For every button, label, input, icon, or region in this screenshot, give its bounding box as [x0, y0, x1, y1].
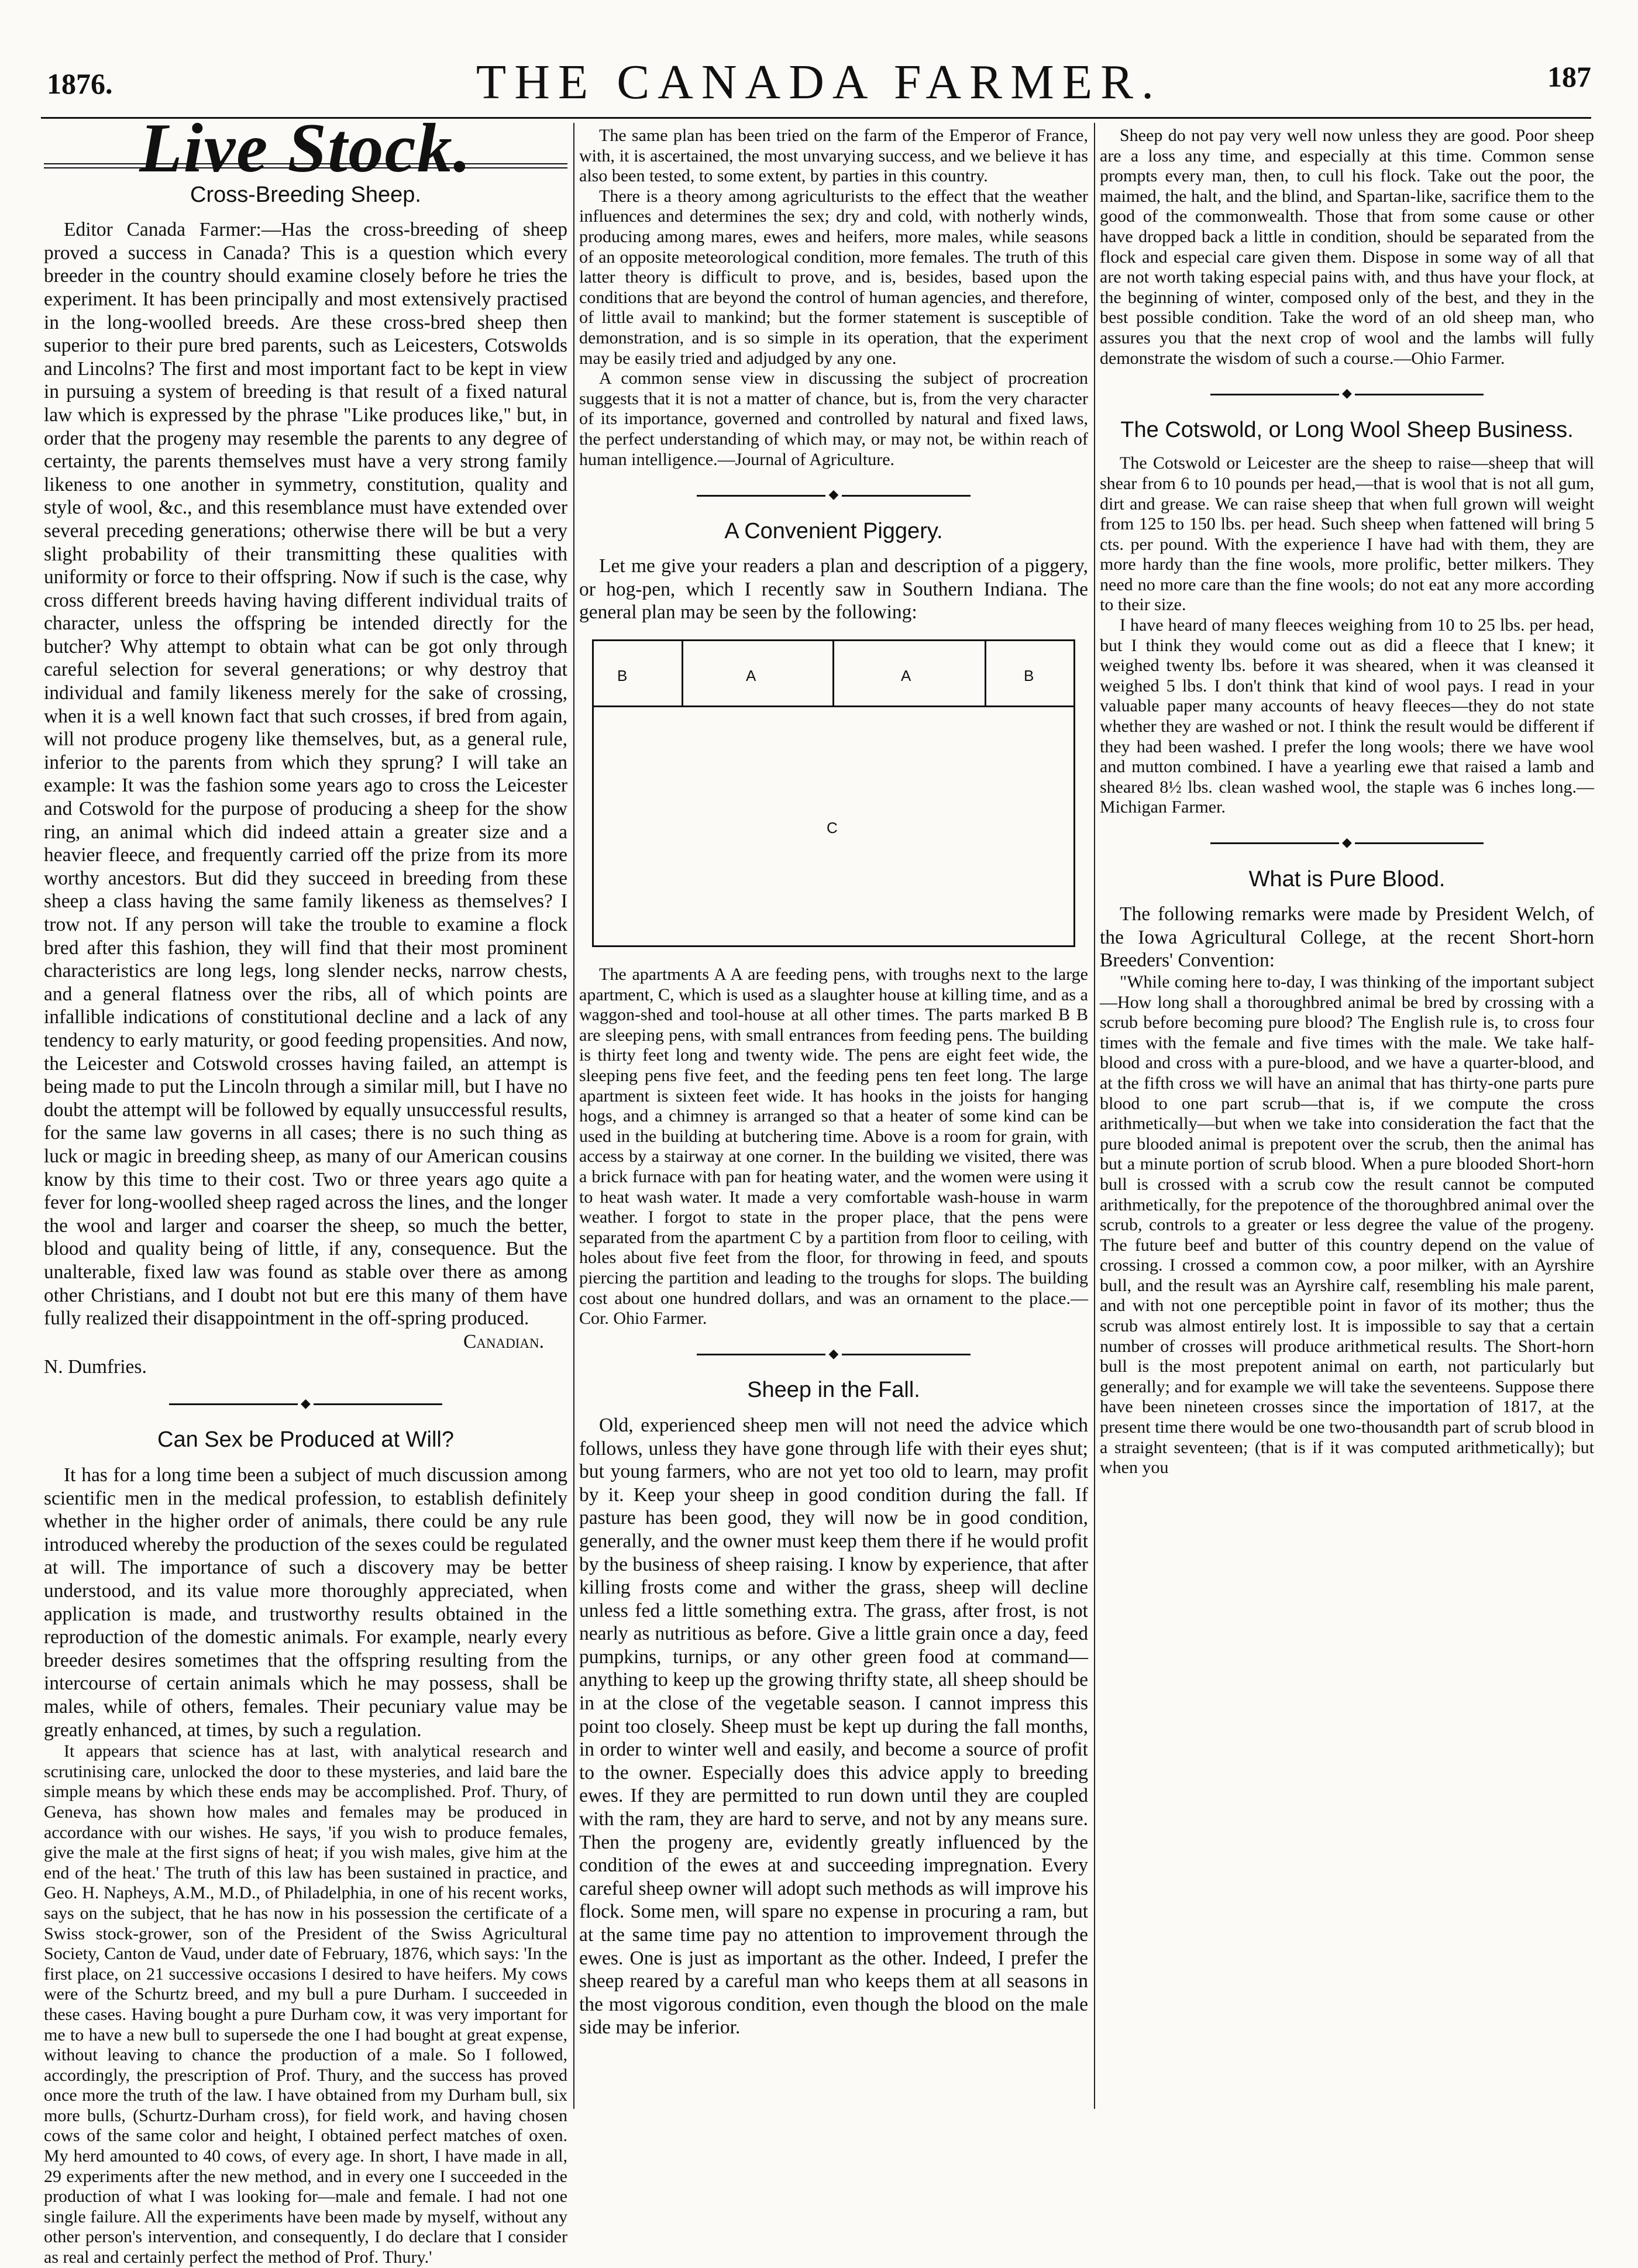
article-paragraph: There is a theory among agriculturists to the effect that the weather influences and determines the sex; dry and cold, with notherly winds, producing among mares, ewes and heifers, more males, while seasons of an opposite meteorological condition, more females. The truth of this latter theory is difficult to prove, and is, besides, based upon the conditions that are beyond the control of human agencies, and therefore, of little avail to mankind; but the former statement is susceptible of demonstration, and is so simple in its operation, that the experiment may be easily tried and adjudged by any one.: [579, 186, 1088, 368]
column-divider: [573, 123, 574, 2109]
article-paragraph: Sheep do not pay very well now unless they are good. Poor sheep are a loss any time, and especially at this time. Common sense prompts every man, then, to cull his flock. Take out the poor, the maimed, the halt, and the blind, and Spartan-like, sacrifice them to the good of the commonwealth. Those that from some cause or other have dropped back a little in condition, should be separated from the flock and especial care given them. Dispose in some way of all that are not worth taking especial pains with, and thus have your flock, at the beginning of winter, composed only of the best, and they in the best possible condition. Take the word of an old sheep man, who assures you that the next crop of wool and the lambs will fully demonstrate the wisdom of such a course.—Ohio Farmer.: [1100, 126, 1594, 368]
article-signature: Canadian.: [463, 1330, 544, 1352]
article-paragraph: Let me give your readers a plan and description of a piggery, or hog-pen, which I recently saw in Southern Indiana. The general plan may be seen by the following:: [579, 555, 1088, 624]
plan-label-c: C: [827, 819, 838, 837]
section-separator: ◆: [44, 1392, 567, 1415]
section-separator: ◆: [1100, 831, 1594, 854]
column-3: [1100, 126, 1594, 2109]
article-title: A Convenient Piggery.: [724, 518, 943, 543]
article-title: What is Pure Blood.: [1248, 866, 1446, 892]
plan-wall: [682, 641, 683, 705]
plan-label-a-left: A: [746, 667, 756, 685]
issue-year: 1876.: [47, 67, 113, 100]
article-paragraph: The following remarks were made by President Welch, of the Iowa Agricultural College, at the recent Short-horn Breeders' Convention:: [1100, 903, 1594, 972]
article-paragraph: A common sense view in discussing the subject of procreation suggests that it is not a matter of chance, but is, from the very character of its importance, governed and controlled by natural and fixed laws, the perfect understanding of which may, or may not, be within reach of human intelligence.—Journal of Agriculture.: [579, 369, 1088, 469]
section-separator: ◆: [579, 483, 1088, 506]
plan-wall: [985, 641, 986, 705]
column-1: [44, 109, 568, 2267]
department-heading: Live Stock.: [139, 109, 472, 187]
article-paragraph: "While coming here to-day, I was thinking of the important subject—How long shall a thoroughbred animal be bred by crossing with a scrub before becoming pure blood? The English rule is, to cross four times with the female and five times with the male. We take half-blood and cross with a pure-blood, and we have a quarter-blood, and at the fifth cross we will have an animal that has thirty-one parts pure blood to one part scrub—that is, if we compute the cross arithmetically—but when we take into consideration the fact that the pure blooded animal is prepotent over the scrub, then the animal has but a minute portion of scrub blood. When a pure blooded Short-horn bull is crossed with a scrub cow the result cannot be computed arithmetically, for the prepotence of the thoroughbred animal over the scrub, controls to a greater or less degree the value of the progeny. The future beef and butter of this country depend on the value of crossing. I crossed a common cow, a poor milker, with an Ayrshire bull, and the result was an Ayrshire calf, resembling his male parent, and with not one perceptible point in favor of its mother; thus the scrub was almost entirely lost. It is impossible to say that a certain number of crosses will produce arithmetical results. The Short-horn bull is the most prepotent animal on earth, not particularly but generally; and for example we will take the seventeens. Suppose there have been nineteen crosses since the importation of 1817, at the present time there would be one two-thousandth part of scrub blood in a straight seventeen; (that is if it was computed arithmetically); but when you: [1100, 972, 1594, 1478]
column-2: [579, 126, 1088, 2109]
plan-label-b-left: B: [617, 667, 628, 685]
article-paragraph: The Cotswold or Leicester are the sheep to raise—sheep that will shear from 6 to 10 pounds per head,—that is wool that is not all gum, dirt and grease. We can raise sheep that when full grown will weight from 125 to 150 lbs. per head. Such sheep when fattened will bring 5 cts. per pound. With the experience I have had with them, they are more hardy than the fine wools, more prolific, better milkers. They need no more care than the fine wools; do not eat any more according to their size.: [1100, 453, 1594, 615]
newspaper-title: THE CANADA FARMER.: [476, 55, 1162, 109]
plan-wall: [832, 641, 834, 705]
section-separator: ◆: [579, 1342, 1088, 1365]
article-paragraph: Old, experienced sheep men will not need the advice which follows, unless they have gone through life with their eyes shut; but young farmers, who are not yet too old to learn, may profit by it. Keep your sheep in good condition during the fall. If pasture has been good, they will now be in good condition, generally, and the owner must keep them there if he would profit by the business of sheep raising. I know by experience, that after killing frosts come and wither the grass, sheep will decline unless fed a little something extra. The grass, after frost, is not nearly as nutritious as before. Give a little grain once a day, feed pumpkins, turnips, or any other green food at command—anything to keep up the growing thrifty state, all sheep should be in at the close of the vegetable season. I cannot impress this point too closely. Sheep must be kept up during the fall months, in order to winter well and easily, and become a source of profit to the owner. Especially does this advice apply to breeding ewes. If they are permitted to run down until they are coupled with the ram, they are hard to serve, and not by any means sure. Then the progeny are, evidently greatly influenced by the condition of the ewes at and succeeding impregnation. Every careful sheep owner will adopt such methods as will improve his flock. Some men, will spare no expense in procuring a ram, but at the same time pay no attention to improvement through the ewes. One is just as important as the other. Indeed, I prefer the sheep reared by a careful man who keeps them at all seasons in the most vigorous condition, even though the blood on the male side may be inferior.: [579, 1414, 1088, 2039]
page-number: 187: [1547, 60, 1591, 93]
article-paragraph: It has for a long time been a subject of much discussion among scientific men in the medical profession, to establish definitely whether in the higher order of animals, there could be any rule introduced whereby the production of the sexes could be regulated at will. The importance of such a discovery may be better understood, and its value more thoroughly appreciated, when application is made, and trustworthy results obtained in the reproduction of the domestic animals. For example, nearly every breeder desires sometimes that the offspring resulting from the intercourse of certain animals which he may possess, shall be males, while of others, females. Their pecuniary value may be greatly enhanced, at times, by such a regulation.: [44, 1464, 567, 1741]
article-title: Can Sex be Produced at Will?: [157, 1427, 454, 1453]
column-divider: [1094, 123, 1095, 2109]
article-paragraph: The same plan has been tried on the farm of the Emperor of France, with, it is ascertained, the most unvarying success, and we believe it has also been tested, to some extent, by parties in this country.: [579, 126, 1088, 186]
article-paragraph: It appears that science has at last, with analytical research and scrutinising care, unlocked the door to these mysteries, and laid bare the simple means by which these ends may be accomplished. Prof. Thury, of Geneva, has shown how males and females may be produced in accordance with our wishes. He says, 'if you wish to produce females, give the male at the first signs of heat; if you wish males, give him at the end of the heat.' The truth of this law has been sustained in practice, and Geo. H. Napheys, A.M., M.D., of Philadelphia, in one of his recent works, says on the subject, that he has now in his possession the certificate of a Swiss stock-grower, son of the President of the Swiss Agricultural Society, Canton de Vaud, under date of February, 1876, which says: 'In the first place, on 21 successive occasions I desired to have heifers. My cows were of the Schurtz breed, and my bull a pure Durham. I succeeded in these cases. Having bought a pure Durham cow, it was very important for me to have a new bull to supersede the one I had bought at great expense, without leaving to chance the production of a male. So I followed, accordingly, the prescription of Prof. Thury, and the success has proved once more the truth of the law. I have obtained from my Durham bull, six more bulls, (Schurtz-Durham cross), for field work, and having chosen cows of the same color and height, I obtained perfect matches of oxen. My herd amounted to 40 cows, of every age. In short, I have made in all, 29 experiments after the new method, and in every one I succeeded in the production of what I was looking for—male and female. I had not one single failure. All the experiments have been made by myself, without any other person's intervention, and consequently, I do declare that I consider as real and certainly perfect the method of Prof. Thury.': [44, 1742, 567, 2267]
article-title: Sheep in the Fall.: [747, 1378, 920, 1403]
article-paragraph: Editor Canada Farmer:—Has the cross-breeding of sheep proved a success in Canada? This is a question which every breeder in the country should examine closely before he tries the experiment. It has been principally and most extensively practised in the long-woolled breeds. Are these cross-bred sheep then superior to their pure bred parents, such as Leicesters, Cotswolds and Lincolns? The first and most important fact to be kept in view in pursuing a system of breeding is that result of a fixed natural law which is expressed by the phrase "Like produces like," but, in order that the progeny may resemble the parents to any degree of certainty, the parents themselves must have a very strong family likeness to one another in symmetry, constitution, quality and style of wool, &c., and this resemblance must have extended over several preceding generations; otherwise there will be but a very slight probability of their transmitting these qualities with uniformity or force to their offspring. Now if such is the case, why cross different breeds having having different individual traits of character, unless the offspring be intended directly for the butcher? Why attempt to obtain what can be got only through careful selection for several generations; or why destroy that individual and family likeness merely for the sake of crossing, when it is a well known fact that such crosses, if bred from again, will not produce progeny like themselves, but, as a general rule, inferior to the parents from which they sprung? I will take an example: It was the fashion some years ago to cross the Leicester and Cotswold for the purpose of producing a sheep for the show ring, an animal which did indeed attain a greater size and a heavier fleece, and frequently carried off the prize from its more worthy ancestors. But did they succeed in breeding from these sheep a class having the same family likeness as themselves? I trow not. If any person will take the trouble to examine a flock bred after this fashion, they will find that their most prominent characteristics are long legs, long slender necks, narrow chests, and a general flatness over the ribs, all of which points are infallible indications of constitutional decline and a lack of any tendency to early maturity, or good feeding propensities. And now, the Leicester and Cotswold crosses having failed, an attempt is being made to put the Lincoln through a similar mill, but I have no doubt the attempt will be followed by equally unsuccessful results, for the same law governs in all cases; there is no such thing as luck or magic in breeding sheep, as many of our American cousins know by this time to their cost. Two or three years ago quite a fever for long-woolled sheep raged across the lines, and the longer the wool and larger and coarser the sheep, so much the better, blood and quality being of little, if any, consequence. But the unalterable, fixed law was found as stable over there as among other Christians, and I doubt not but ere this many of them have fully realized their disappointment in the off-spring produced.: [44, 219, 568, 1330]
article-title: The Cotswold, or Long Wool Sheep Business.: [1120, 417, 1574, 442]
article-title: Cross-Breeding Sheep.: [190, 182, 421, 207]
plan-label-b-right: B: [1024, 667, 1034, 685]
piggery-plan-diagram: [592, 639, 1075, 947]
article-paragraph: I have heard of many fleeces weighing from 10 to 25 lbs. per head, but I think they would come out as did a fleece that I knew; it weighed twenty lbs. before it was sheared, when it was cleansed it weighed 5 lbs. I don't think that kind of wool pays. I read in your valuable paper many accounts of heavy fleeces—they do not state whether they are washed or not. I think the result would be different if they had been washed. I prefer the long wools; there we have wool and mutton combined. I have a yearling ewe that raised a lamb and sheared 8½ lbs. clean washed wool, the staple was 6 inches long.—Michigan Farmer.: [1100, 615, 1594, 817]
plan-wall: [594, 705, 1073, 707]
section-separator: ◆: [1100, 381, 1594, 405]
article-paragraph: The apartments A A are feeding pens, with troughs next to the large apartment, C, which is used as a slaughter house at killing time, and as a waggon-shed and tool-house at all other times. The parts marked B B are sleeping pens, with small entrances from feeding pens. The building is thirty feet long and twenty wide. The pens are eight feet wide, the sleeping pens five feet, and the feeding pens ten feet long. The large apartment is sixteen feet wide. It has hooks in the joists for hanging hogs, and a chimney is arranged so that a heater of some kind can be used in the building at butchering time. Above is a room for grain, with access by a stairway at one corner. In the building we visited, there was a brick furnace with pan for heating water, and the women were using it to heat wash water. It made a very comfortable wash-house in warm weather. I forgot to state in the proper place, that the pens were separated from the apartment C by a partition from floor to ceiling, with holes about five feet from the floor, for throwing in feed, and spouts piercing the partition and leading to the troughs for slops. The building cost about one hundred dollars, and was an ornament to the place.—Cor. Ohio Farmer.: [579, 965, 1088, 1329]
plan-label-a-right: A: [901, 667, 911, 685]
article-place: N. Dumfries.: [44, 1356, 147, 1378]
